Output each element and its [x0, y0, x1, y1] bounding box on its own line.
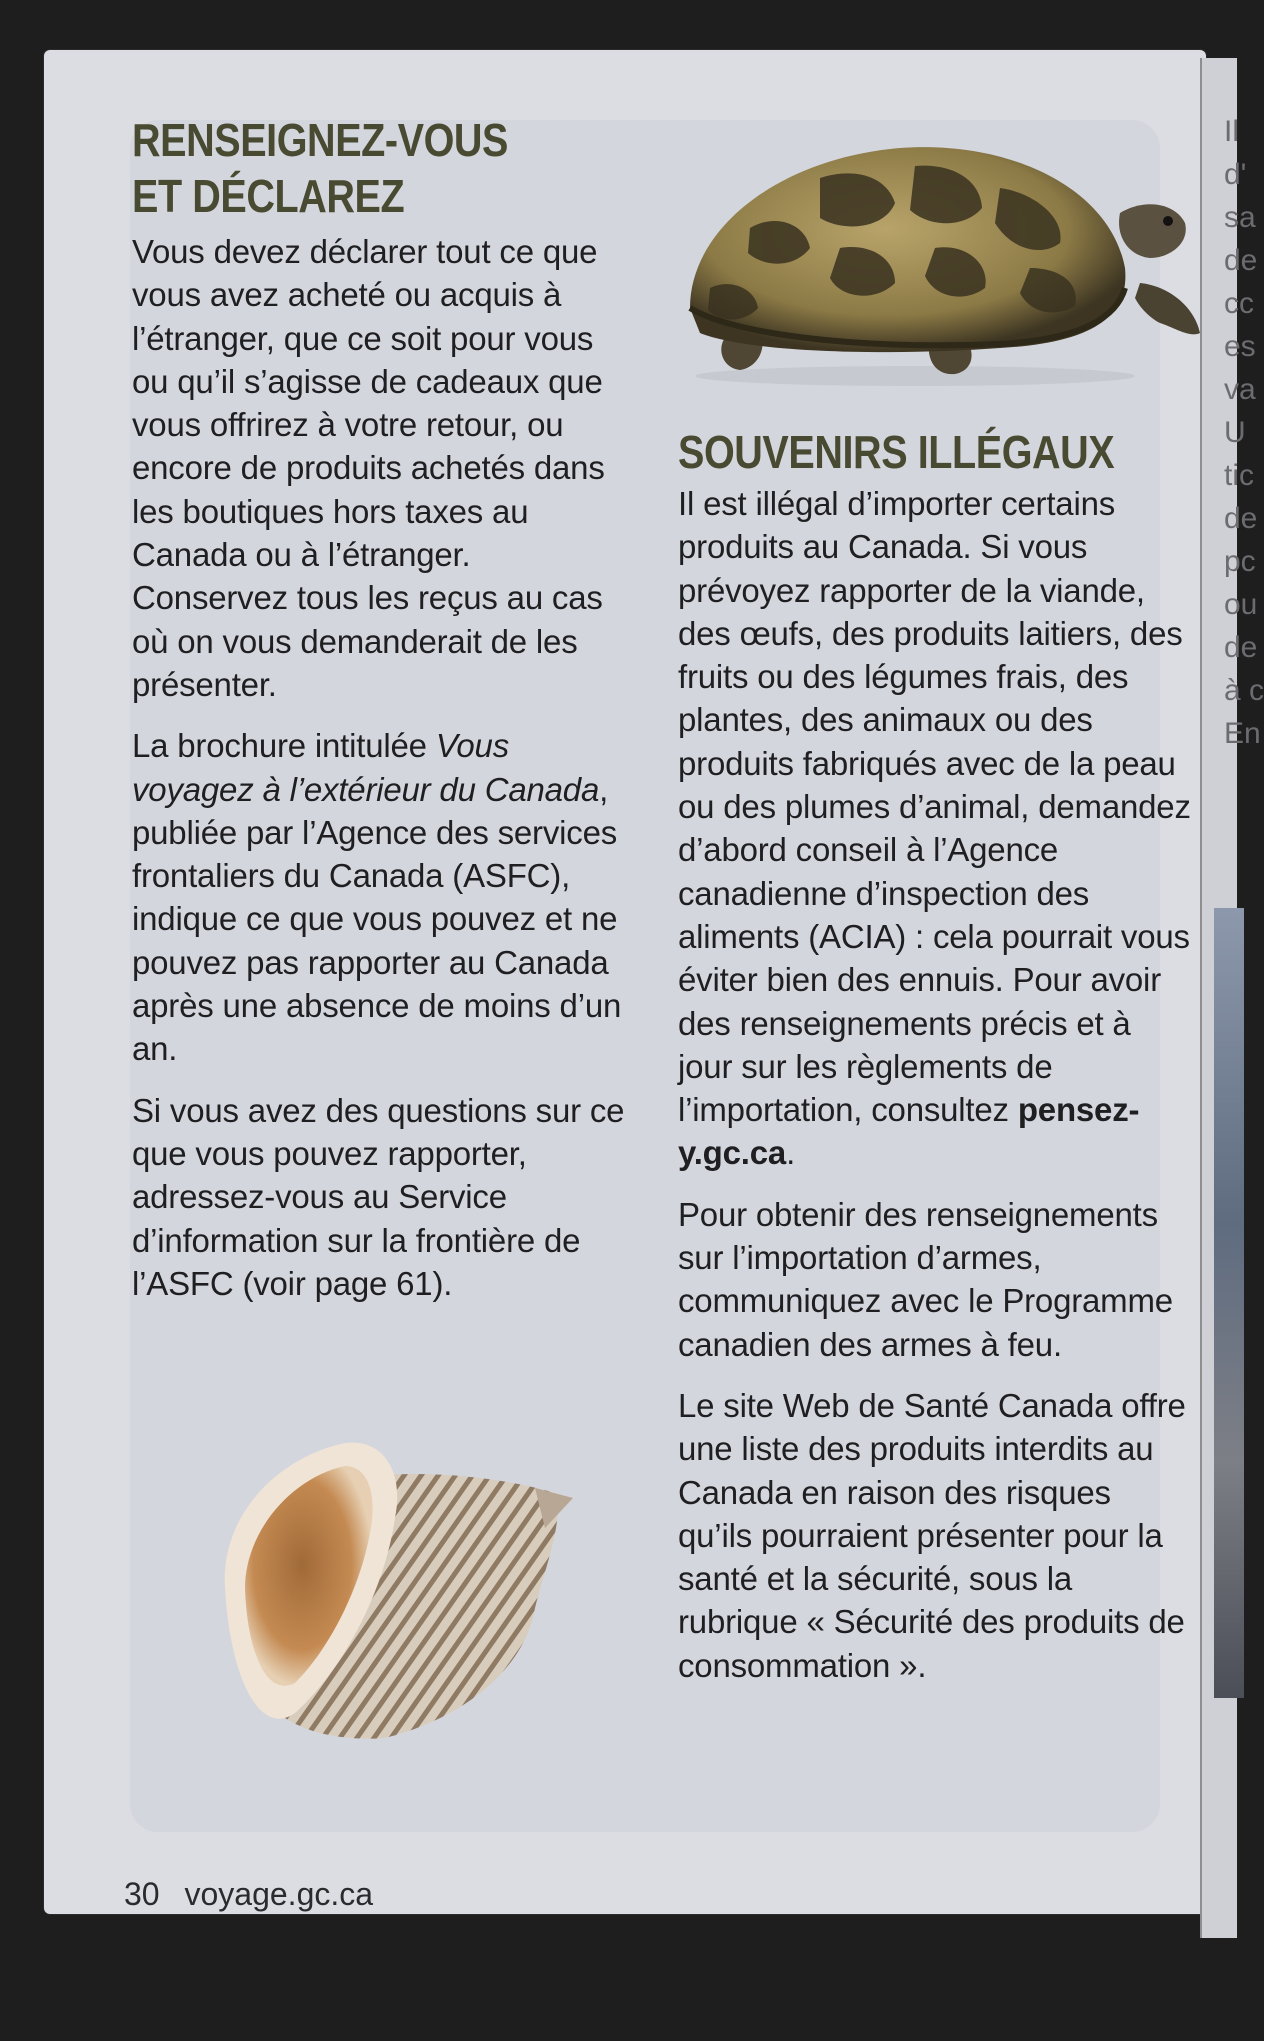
adjacent-page-fragment: U	[1224, 416, 1246, 449]
declare-paragraph-2	[132, 724, 632, 1070]
left-column	[132, 112, 632, 1323]
section-heading-illegal-souvenirs: SOUVENIRS ILLÉGAUX	[678, 426, 1115, 478]
souvenirs-paragraph-2: Pour obtenir des renseignements sur l’importation d’armes, communiquez avec le Programme canadien des armes à feu.	[678, 1195, 1173, 1363]
adjacent-page-fragment: va	[1224, 373, 1256, 406]
declare-paragraph-3: Si vous avez des questions sur ce que vous pouvez rapporter, adressez-vous au Service d’information sur la frontière de l’ASFC (voir page 61).	[132, 1091, 625, 1302]
adjacent-page-fragment: pc	[1224, 545, 1256, 578]
heading-line-2: ET DÉCLAREZ	[132, 170, 405, 222]
footer-website[interactable]: voyage.gc.ca	[184, 1876, 374, 1912]
tortoise-image	[670, 118, 1210, 388]
paragraph-text: , publiée par l’Agence des services frontaliers du Canada (ASFC), indique ce que vous pouvez et ne pouvez pas rapporter au Canada après une absence de moins d’un an.	[132, 770, 622, 1068]
adjacent-page-fragment: En	[1224, 717, 1261, 750]
section-heading-declare	[132, 112, 562, 224]
adjacent-page-fragment: de	[1224, 244, 1258, 277]
declare-paragraph-1: Vous devez déclarer tout ce que vous avez acheté ou acquis à l’étranger, que ce soit pour vous ou qu’il s’agisse de cadeaux que vous offrirez à votre retour, ou encore de produits achetés dans les boutiques hors taxes au Canada ou à l’étranger. Conservez tous les reçus au cas où on vous demanderait de les présenter.	[132, 233, 605, 703]
right-column	[678, 424, 1193, 1705]
paragraph-text: .	[786, 1134, 796, 1172]
adjacent-page-fragment: sa	[1224, 201, 1256, 234]
adjacent-page-fragment: es	[1224, 330, 1256, 363]
adjacent-page-photo	[1214, 908, 1244, 1698]
website-link[interactable]: pensez-y.gc.ca	[678, 1091, 1140, 1172]
adjacent-page-fragment: ou	[1224, 588, 1258, 621]
page-footer	[124, 1876, 373, 1913]
page-number: 30	[124, 1876, 160, 1912]
adjacent-page-fragment: tic	[1224, 459, 1254, 492]
adjacent-page-fragment: de	[1224, 631, 1258, 664]
adjacent-page-fragment: Il	[1224, 115, 1239, 148]
conch-shell-image	[205, 1438, 575, 1748]
adjacent-page-fragment: de	[1224, 502, 1258, 535]
adjacent-page-fragment: d'	[1224, 158, 1247, 191]
souvenirs-paragraph-1	[678, 482, 1193, 1175]
brochure-title: Vous voyagez à l’extérieur du Canada	[132, 727, 600, 808]
paragraph-text: Il est illégal d’importer certains produits au Canada. Si vous prévoyez rapporter de la viande, des œufs, des produits laitiers, des fruits ou des légumes frais, des plantes, des animaux ou des produits fabriqués avec de la peau ou des plumes d’animal, demandez d’abord conseil à l’Agence canadienne d’inspection des aliments (ACIA) : cela pourrait vous éviter bien des ennuis. Pour avoir des renseignements précis et à jour sur les règlements de l’importation, consultez	[678, 485, 1191, 1129]
paragraph-text: La brochure intitulée	[132, 727, 436, 765]
adjacent-page-fragment: cc	[1224, 287, 1254, 320]
heading-line-1: RENSEIGNEZ-VOUS	[132, 114, 509, 166]
adjacent-page-fragment: à c	[1224, 674, 1264, 707]
souvenirs-paragraph-3: Le site Web de Santé Canada offre une liste des produits interdits au Canada en raison des risques qu’ils pourraient présenter pour la santé et la sécurité, sous la rubrique « Sécurité des produits de consommation ».	[678, 1386, 1186, 1684]
